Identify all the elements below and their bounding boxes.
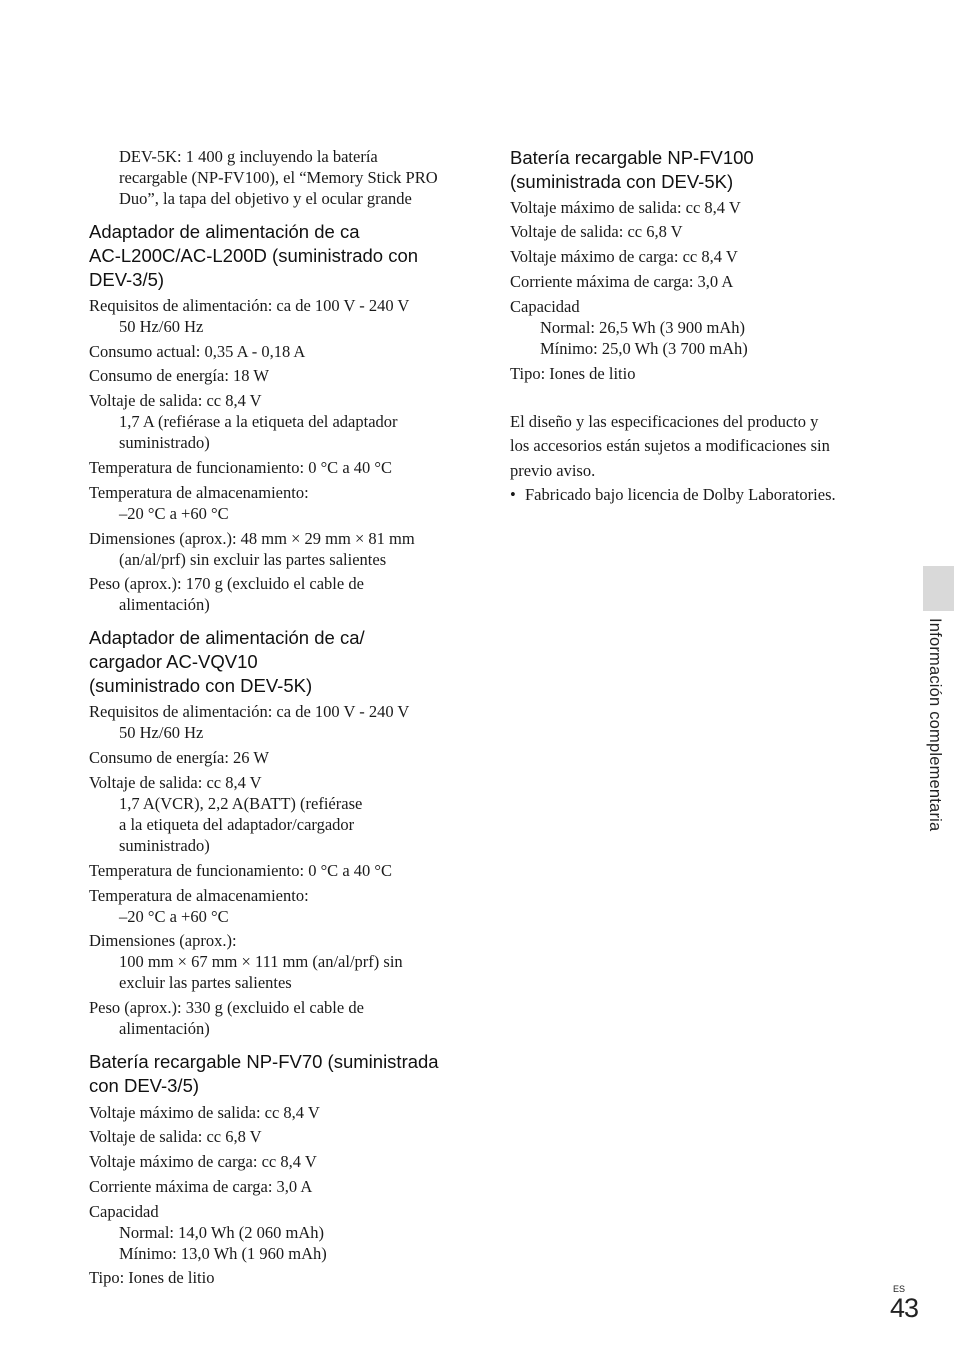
page-number: 43 <box>890 1293 919 1323</box>
spec-line: Normal: 14,0 Wh (2 060 mAh) <box>119 1223 325 1242</box>
spec-line: Consumo de energía: 18 W <box>89 366 269 385</box>
section-heading: DEV-3/5) <box>89 269 165 290</box>
spec-line: 50 Hz/60 Hz <box>119 723 204 742</box>
spec-line: Voltaje de salida: cc 6,8 V <box>89 1127 262 1146</box>
spec-line: (an/al/prf) sin excluir las partes salientes <box>119 550 387 569</box>
spec-line: alimentación) <box>119 595 210 614</box>
section-heading: Batería recargable NP-FV100 <box>510 147 754 168</box>
spec-line: Voltaje máximo de salida: cc 8,4 V <box>89 1103 320 1122</box>
language-code: ES <box>893 1284 906 1294</box>
spec-line: Mínimo: 13,0 Wh (1 960 mAh) <box>119 1244 327 1263</box>
spec-line: Tipo: Iones de litio <box>89 1268 215 1287</box>
spec-line: Tipo: Iones de litio <box>510 364 636 383</box>
section-heading: Batería recargable NP-FV70 (suministrada <box>89 1051 439 1072</box>
spec-line: –20 °C a +60 °C <box>119 907 229 926</box>
section-heading: con DEV-3/5) <box>89 1075 200 1096</box>
spec-line: Capacidad <box>510 297 580 316</box>
spec-line: Mínimo: 25,0 Wh (3 700 mAh) <box>540 339 748 358</box>
bullet-icon: • <box>510 485 516 504</box>
spec-line: Dimensiones (aprox.): <box>89 931 237 950</box>
section-heading: Adaptador de alimentación de ca/ <box>89 627 365 648</box>
spec-line: 100 mm × 67 mm × 111 mm (an/al/prf) sin <box>119 952 403 971</box>
spec-line: Voltaje máximo de carga: cc 8,4 V <box>510 247 738 266</box>
spec-line: Voltaje de salida: cc 6,8 V <box>510 222 683 241</box>
side-section-label: Información complementaria <box>926 618 944 832</box>
spec-line: Temperatura de almacenamiento: <box>89 483 309 502</box>
bullet-text: Fabricado bajo licencia de Dolby Laboratories. <box>525 485 836 504</box>
spec-line: Peso (aprox.): 170 g (excluido el cable de <box>89 574 364 593</box>
section-heading: (suministrado con DEV-5K) <box>89 675 313 696</box>
spec-line: Dimensiones (aprox.): 48 mm × 29 mm × 81 mm <box>89 529 415 548</box>
spec-line: Temperatura de funcionamiento: 0 °C a 40 °C <box>89 458 392 477</box>
section-heading: Adaptador de alimentación de ca <box>89 221 360 242</box>
bullet-item <box>510 484 836 505</box>
spec-line: excluir las partes salientes <box>119 973 292 992</box>
spec-line: Consumo de energía: 26 W <box>89 748 269 767</box>
spec-line: Peso (aprox.): 330 g (excluido el cable de <box>89 998 364 1017</box>
intro-line: DEV-5K: 1 400 g incluyendo la batería <box>119 147 378 166</box>
section-heading: (suministrada con DEV-5K) <box>510 171 734 192</box>
spec-line: Requisitos de alimentación: ca de 100 V - 240 V <box>89 702 410 721</box>
spec-line: Corriente máxima de carga: 3,0 A <box>510 272 734 291</box>
section-heading: AC-L200C/AC-L200D (suministrado con <box>89 245 419 266</box>
spec-line: –20 °C a +60 °C <box>119 504 229 523</box>
spec-line: Temperatura de funcionamiento: 0 °C a 40 °C <box>89 861 392 880</box>
spec-line: suministrado) <box>119 836 210 855</box>
spec-line: Voltaje de salida: cc 8,4 V <box>89 773 262 792</box>
intro-line: Duo”, la tapa del objetivo y el ocular grande <box>119 189 412 208</box>
spec-line: Corriente máxima de carga: 3,0 A <box>89 1177 313 1196</box>
spec-line: Requisitos de alimentación: ca de 100 V - 240 V <box>89 296 410 315</box>
spec-line: a la etiqueta del adaptador/cargador <box>119 815 355 834</box>
spec-line: Capacidad <box>89 1202 159 1221</box>
spec-line: 1,7 A(VCR), 2,2 A(BATT) (refiérase <box>119 794 363 813</box>
spec-line: 1,7 A (refiérase a la etiqueta del adaptador <box>119 412 398 431</box>
section-heading: cargador AC-VQV10 <box>89 651 258 672</box>
spec-line: suministrado) <box>119 433 210 452</box>
note-line: El diseño y las especificaciones del producto y <box>510 412 819 431</box>
spec-line: Temperatura de almacenamiento: <box>89 886 309 905</box>
note-line: los accesorios están sujetos a modificaciones sin <box>510 436 830 455</box>
spec-line: alimentación) <box>119 1019 210 1038</box>
spec-line: Voltaje de salida: cc 8,4 V <box>89 391 262 410</box>
spec-line: Voltaje máximo de salida: cc 8,4 V <box>510 198 741 217</box>
spec-line: Voltaje máximo de carga: cc 8,4 V <box>89 1152 317 1171</box>
side-tab-marker <box>923 566 954 611</box>
intro-line: recargable (NP-FV100), el “Memory Stick PRO <box>119 168 438 187</box>
spec-line: Normal: 26,5 Wh (3 900 mAh) <box>540 318 746 337</box>
note-line: previo aviso. <box>510 461 596 480</box>
spec-line: Consumo actual: 0,35 A - 0,18 A <box>89 342 306 361</box>
spec-line: 50 Hz/60 Hz <box>119 317 204 336</box>
